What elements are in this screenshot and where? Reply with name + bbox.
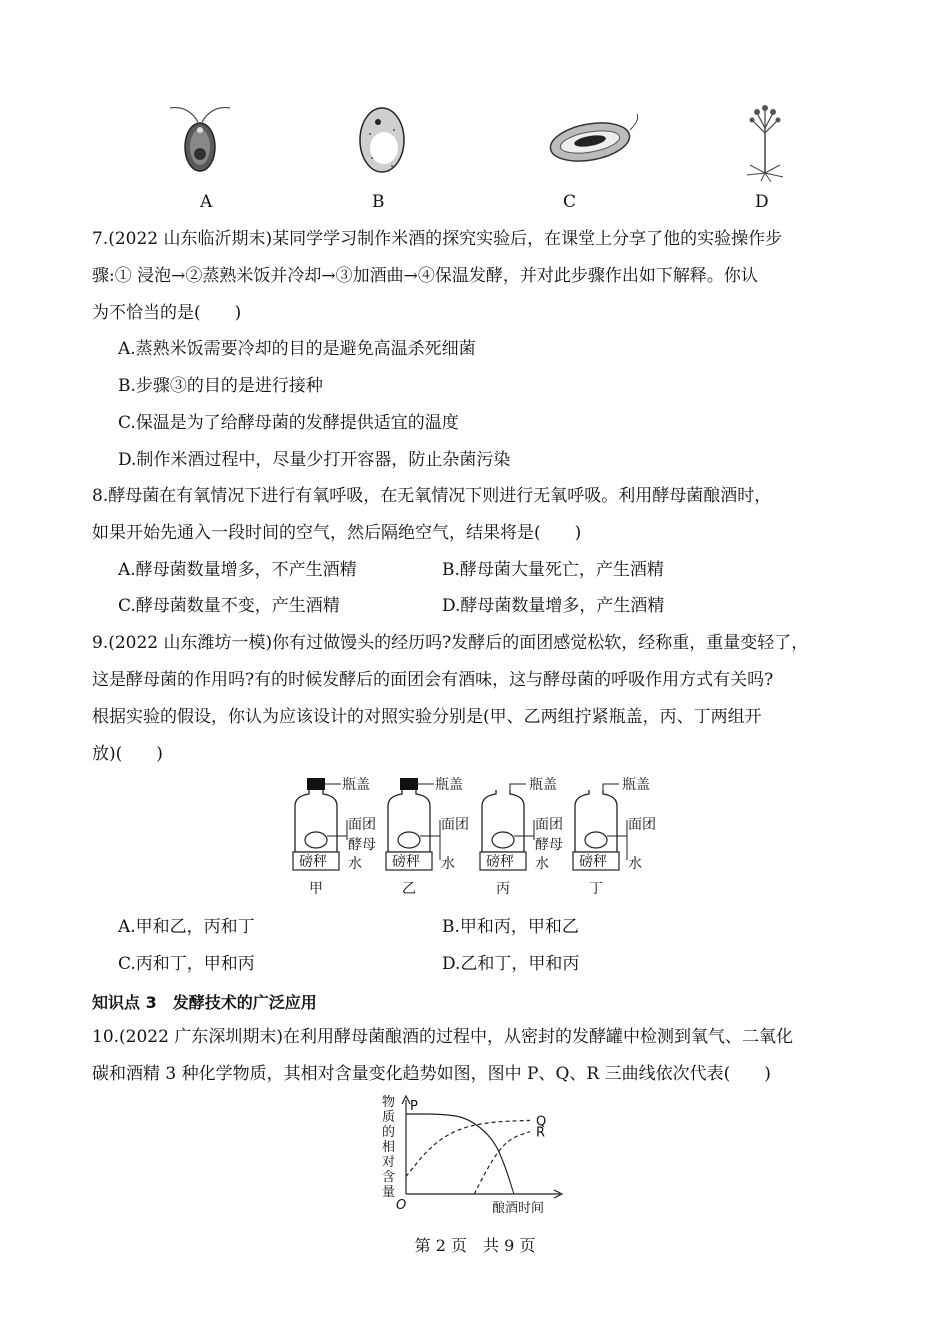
q7-stem-line-2: 骤:① 浸泡→②蒸熟米饭并冷却→③加酒曲→④保温发酵，并对此步骤作出如下解释。你认 <box>92 266 758 286</box>
bottle-bing <box>480 777 563 897</box>
scale-label: 磅秤 <box>392 854 420 870</box>
dough-label: 面团 <box>441 817 469 833</box>
water-label: 水 <box>535 856 549 872</box>
series-label-p: P <box>410 1099 418 1114</box>
section-heading: 知识点 3 发酵技术的广泛应用 <box>92 993 317 1012</box>
q7-option-b[interactable]: B.步骤③的目的是进行接种 <box>118 376 323 396</box>
q8-option-d[interactable]: D.酵母菌数量增多，产生酒精 <box>442 596 665 616</box>
bacterium-icon <box>545 110 645 170</box>
q9-stem-line-2: 这是酵母菌的作用吗?有的时候发酵后的面团会有酒味，这与酵母菌的呼吸作用方式有关吗? <box>92 670 774 690</box>
y-label-char: 的 <box>382 1125 396 1140</box>
y-label-char: 量 <box>382 1185 396 1200</box>
organism-label-d: D <box>755 192 769 212</box>
x-axis-label: 酿酒时间 <box>492 1201 545 1216</box>
group-jia-label: 甲 <box>309 881 323 897</box>
q10-stem-line-2: 碳和酒精 3 种化学物质，其相对含量变化趋势如图，图中 P、Q、R 三曲线依次代表( ) <box>92 1064 771 1084</box>
dough-label: 面团 <box>628 817 656 833</box>
water-label: 水 <box>441 856 455 872</box>
q9-option-a[interactable]: A.甲和乙，丙和丁 <box>118 917 255 937</box>
organism-label-a: A <box>200 192 213 212</box>
chlamydomonas-icon <box>160 100 240 180</box>
cap-label: 瓶盖 <box>529 777 557 793</box>
cap-label: 瓶盖 <box>435 777 463 793</box>
group-bing-label: 丙 <box>496 881 510 897</box>
q7-option-a[interactable]: A.蒸熟米饭需要冷却的目的是避免高温杀死细菌 <box>118 339 476 359</box>
page-footer: 第 2 页 共 9 页 <box>414 1236 536 1255</box>
y-label-char: 对 <box>382 1155 396 1170</box>
cap-label: 瓶盖 <box>622 777 650 793</box>
y-label-char: 物 <box>382 1095 396 1110</box>
q7-option-d[interactable]: D.制作米酒过程中，尽量少打开容器，防止杂菌污染 <box>118 450 511 470</box>
q8-option-a[interactable]: A.酵母菌数量增多，不产生酒精 <box>118 560 357 580</box>
scale-label: 磅秤 <box>486 854 514 870</box>
organism-label-c: C <box>563 192 577 212</box>
y-label-char: 含 <box>382 1170 396 1185</box>
bottle-jia <box>293 777 376 897</box>
q9-option-c[interactable]: C.丙和丁，甲和丙 <box>118 954 255 974</box>
organism-figure-row <box>0 95 950 215</box>
series-line-q <box>406 1120 530 1176</box>
series-label-r: R <box>536 1125 546 1141</box>
substance-content-chart <box>380 1092 580 1220</box>
origin-label: O <box>396 1198 407 1213</box>
dough-label: 面团 <box>535 817 563 833</box>
scale-label: 磅秤 <box>299 854 327 870</box>
q8-option-c[interactable]: C.酵母菌数量不变，产生酒精 <box>118 596 340 616</box>
q7-stem-line-3: 为不恰当的是( ) <box>92 303 242 323</box>
q8-option-b[interactable]: B.酵母菌大量死亡，产生酒精 <box>442 560 664 580</box>
y-label-char: 质 <box>382 1110 396 1125</box>
group-yi-label: 乙 <box>402 881 416 897</box>
series-layer <box>406 1099 546 1194</box>
series-line-p <box>406 1114 514 1194</box>
yeast-label: 酵母 <box>348 837 376 853</box>
water-label: 水 <box>628 856 642 872</box>
series-line-r <box>474 1132 530 1194</box>
q10-stem-line-1: 10.(2022 广东深圳期末)在利用酵母菌酿酒的过程中，从密封的发酵罐中检测到氧气、二氧化 <box>92 1027 793 1047</box>
q8-stem-line-1: 8.酵母菌在有氧情况下进行有氧呼吸，在无氧情况下则进行无氧呼吸。利用酵母菌酿酒时， <box>92 486 772 506</box>
series-label-q: Q <box>536 1114 547 1130</box>
q9-stem-line-4: 放)( ) <box>92 744 163 764</box>
q9-stem-line-1: 9.(2022 山东潍坊一模)你有过做馒头的经历吗?发酵后的面团感觉松软，经称重，重量变轻了， <box>92 633 809 653</box>
group-ding-label: 丁 <box>589 881 603 897</box>
bottle-yi <box>386 777 469 897</box>
q8-stem-line-2: 如果开始先通入一段时间的空气，然后隔绝空气，结果将是( ) <box>92 523 582 543</box>
yeast-label: 酵母 <box>535 837 563 853</box>
q9-stem-line-3: 根据实验的假设，你认为应该设计的对照实验分别是(甲、乙两组拧紧瓶盖，丙、丁两组开 <box>92 707 762 727</box>
dough-label: 面团 <box>348 817 376 833</box>
bottle-experiment-figure <box>285 770 675 900</box>
cap-label: 瓶盖 <box>342 777 370 793</box>
y-label-char: 相 <box>382 1140 396 1155</box>
water-label: 水 <box>348 856 362 872</box>
scale-label: 磅秤 <box>579 854 607 870</box>
bottle-ding <box>573 777 656 897</box>
q9-option-d[interactable]: D.乙和丁，甲和丙 <box>442 954 580 974</box>
organism-label-b: B <box>372 192 385 212</box>
q7-option-c[interactable]: C.保温是为了给酵母菌的发酵提供适宜的温度 <box>118 413 459 433</box>
q9-option-b[interactable]: B.甲和丙，甲和乙 <box>442 917 579 937</box>
mold-icon <box>735 103 795 183</box>
yeast-cell-icon <box>352 100 412 180</box>
y-axis-label <box>382 1094 395 1200</box>
q7-stem-line-1: 7.(2022 山东临沂期末)某同学学习制作米酒的探究实验后，在课堂上分享了他的实验操作步 <box>92 229 783 249</box>
